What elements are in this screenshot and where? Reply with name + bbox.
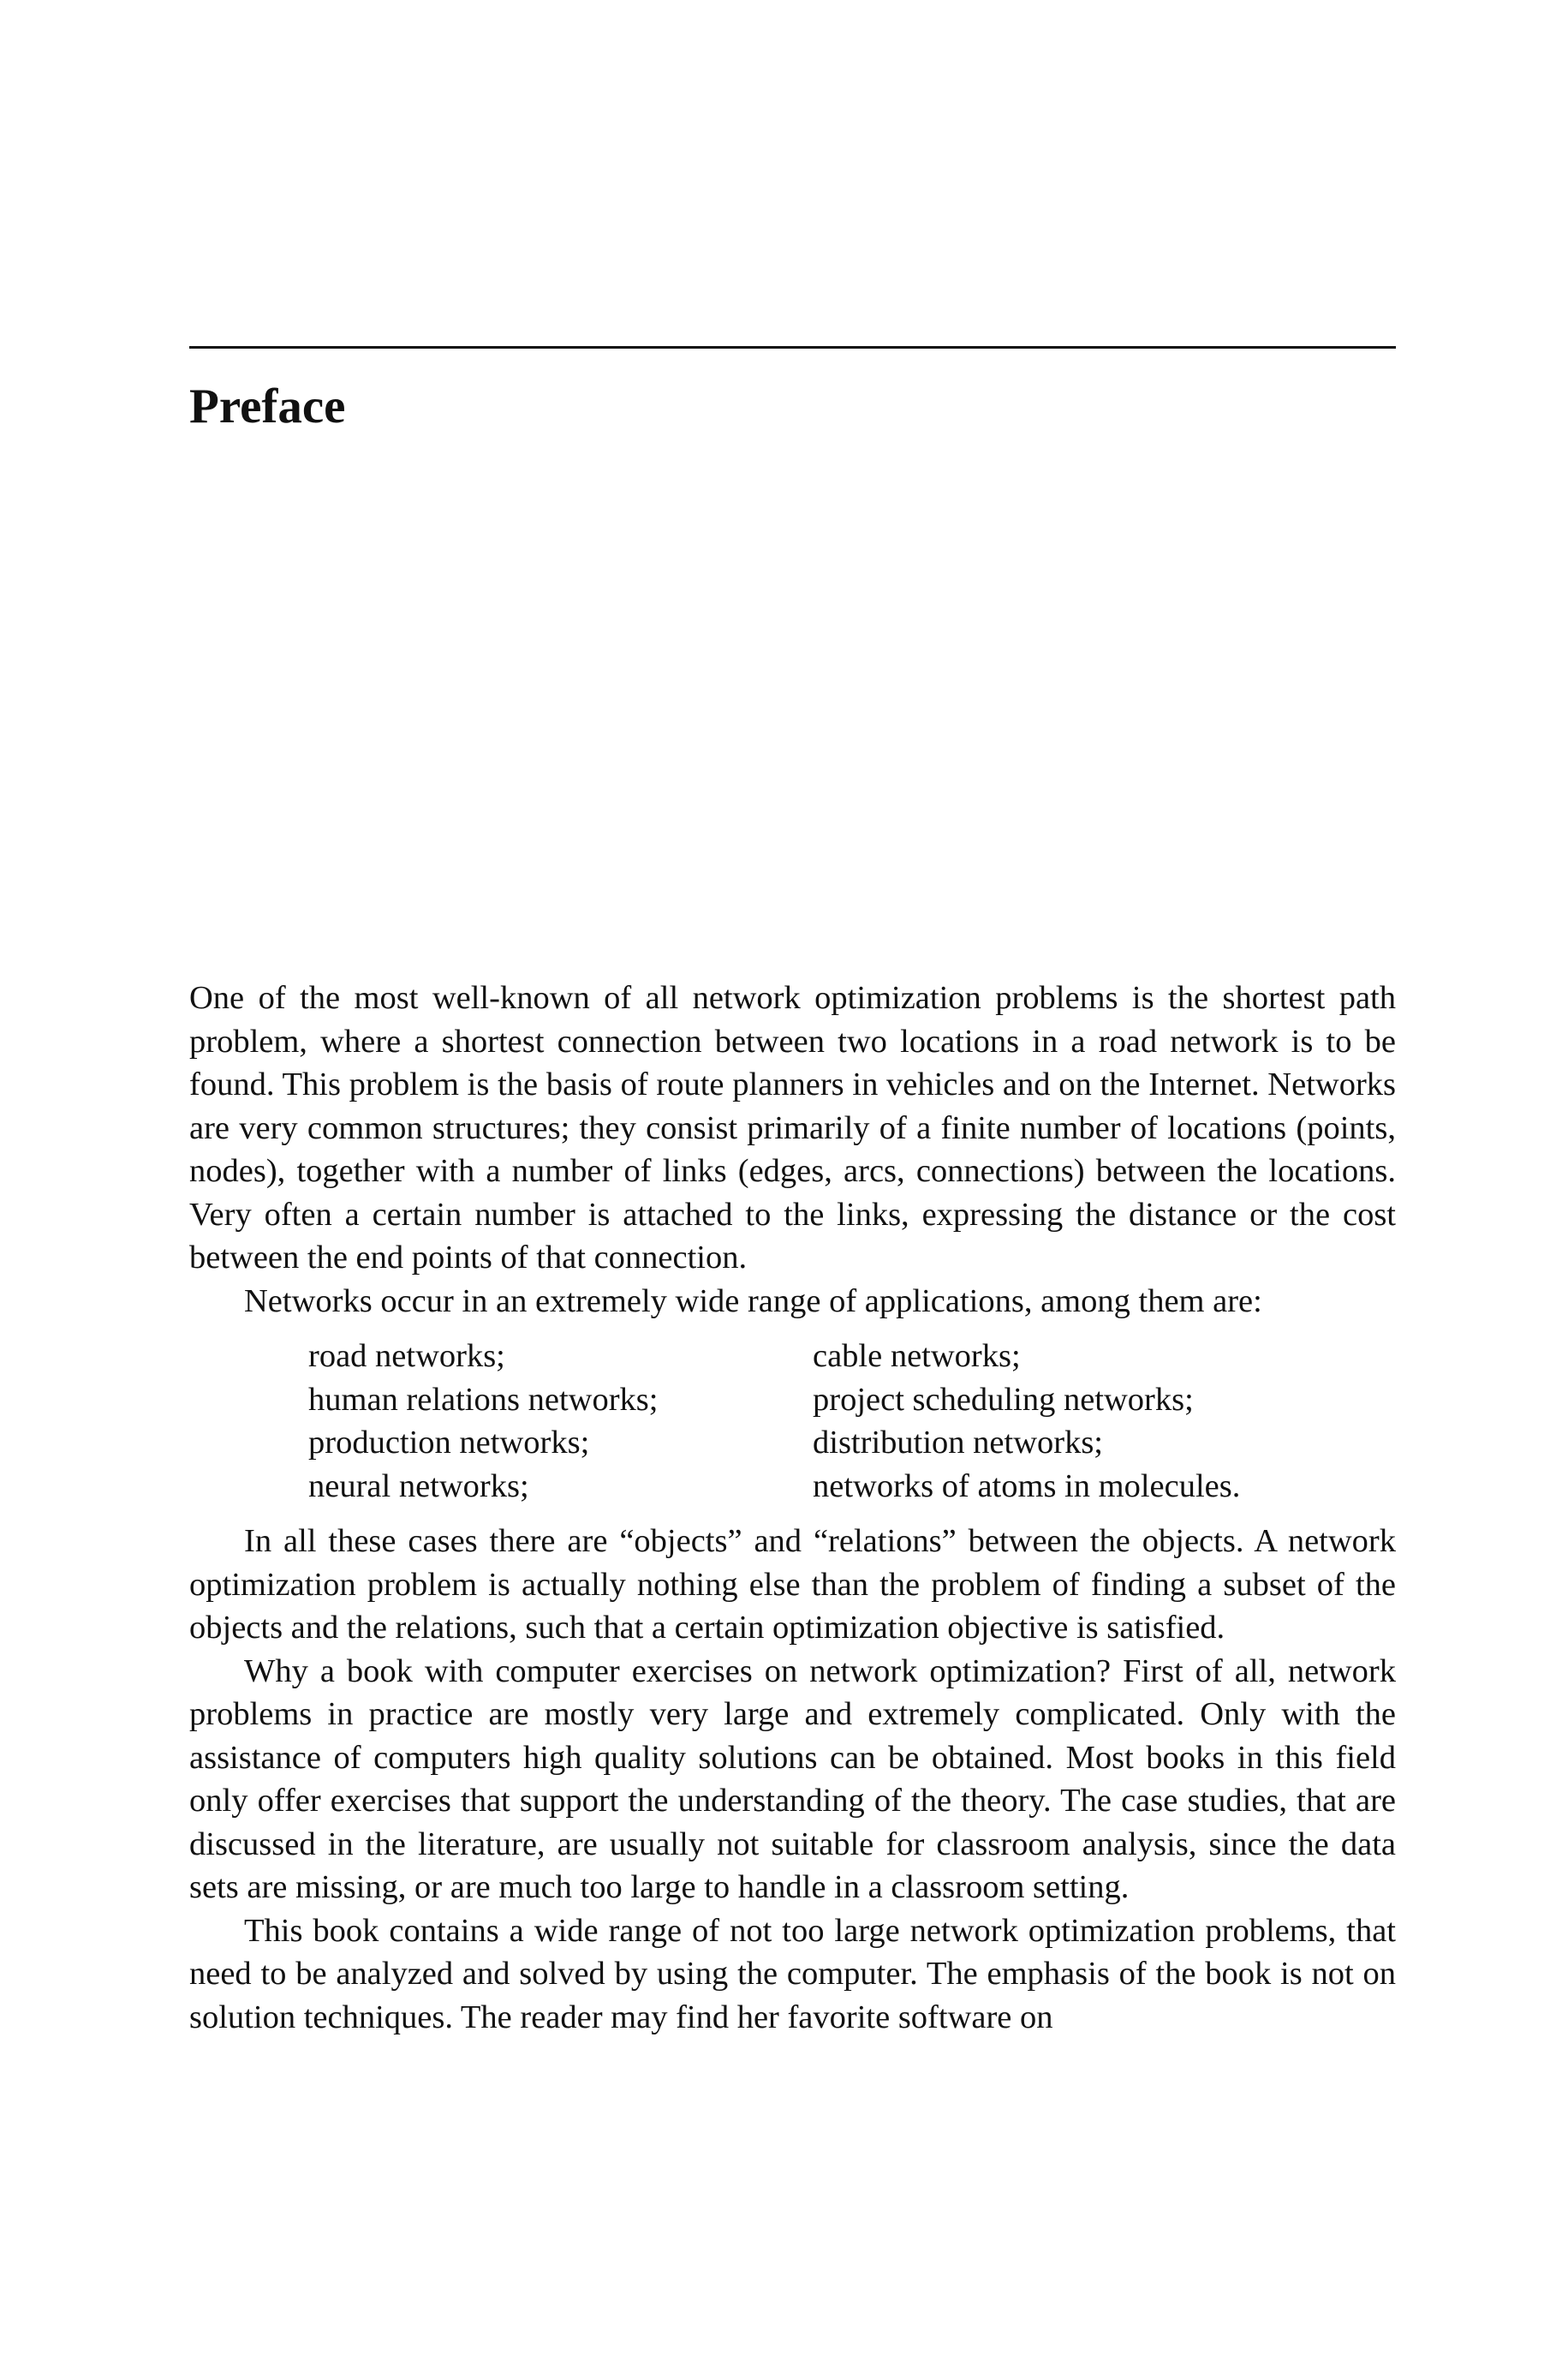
list-item: production networks;: [308, 1425, 590, 1461]
list-item: road networks;: [308, 1338, 505, 1374]
list-item: distribution networks;: [813, 1425, 1103, 1461]
chapter-title: Preface: [189, 379, 346, 433]
list-item: human relations networks;: [308, 1381, 659, 1418]
applications-list: [308, 1335, 1396, 1508]
list-item: networks of atoms in molecules.: [813, 1467, 1241, 1504]
list-item: neural networks;: [308, 1467, 529, 1504]
list-item: project scheduling networks;: [813, 1381, 1194, 1418]
list-item: cable networks;: [813, 1338, 1021, 1374]
paragraph-book-contents: This book contains a wide range of not too large network optimization problems, that need to be analyzed and solved by using the computer. The emphasis of the book is not on solution techniques. The reader may find her favorite software on: [189, 1912, 1396, 2035]
paragraph-intro: One of the most well-known of all network optimization problems is the shortest path problem, where a shortest connection between two locations in a road network is to be found. This problem is the basis of route planners in vehicles and on the Internet. Networks are very common structures; they consist primarily of a finite number of locations (points, nodes), together with a number of links (edges, arcs, connections) between the locations. Very often a certain number is attached to the links, expressing the distance or the cost between the end points of that connection.: [189, 980, 1396, 1276]
paragraph-objects-relations: In all these cases there are “objects” and “relations” between the objects. A network optimization problem is actually nothing else than the problem of finding a subset of the objects and the relations, such that a certain optimization objective is satisfied.: [189, 1523, 1396, 1646]
preface-body: [189, 977, 1396, 2039]
paragraph-why-book: Why a book with computer exercises on network optimization? First of all, network problems in practice are mostly very large and extremely complicated. Only with the assistance of computers high quality solutions can be obtained. Most books in this field only offer exercises that support the understanding of the theory. The case studies, that are discussed in the literature, are usually not suitable for classroom analysis, since the data sets are missing, or are much too large to handle in a classroom setting.: [189, 1652, 1396, 1905]
paragraph-applications-lead: Networks occur in an extremely wide range of applications, among them are:: [244, 1282, 1262, 1319]
chapter-rule: [189, 346, 1396, 349]
